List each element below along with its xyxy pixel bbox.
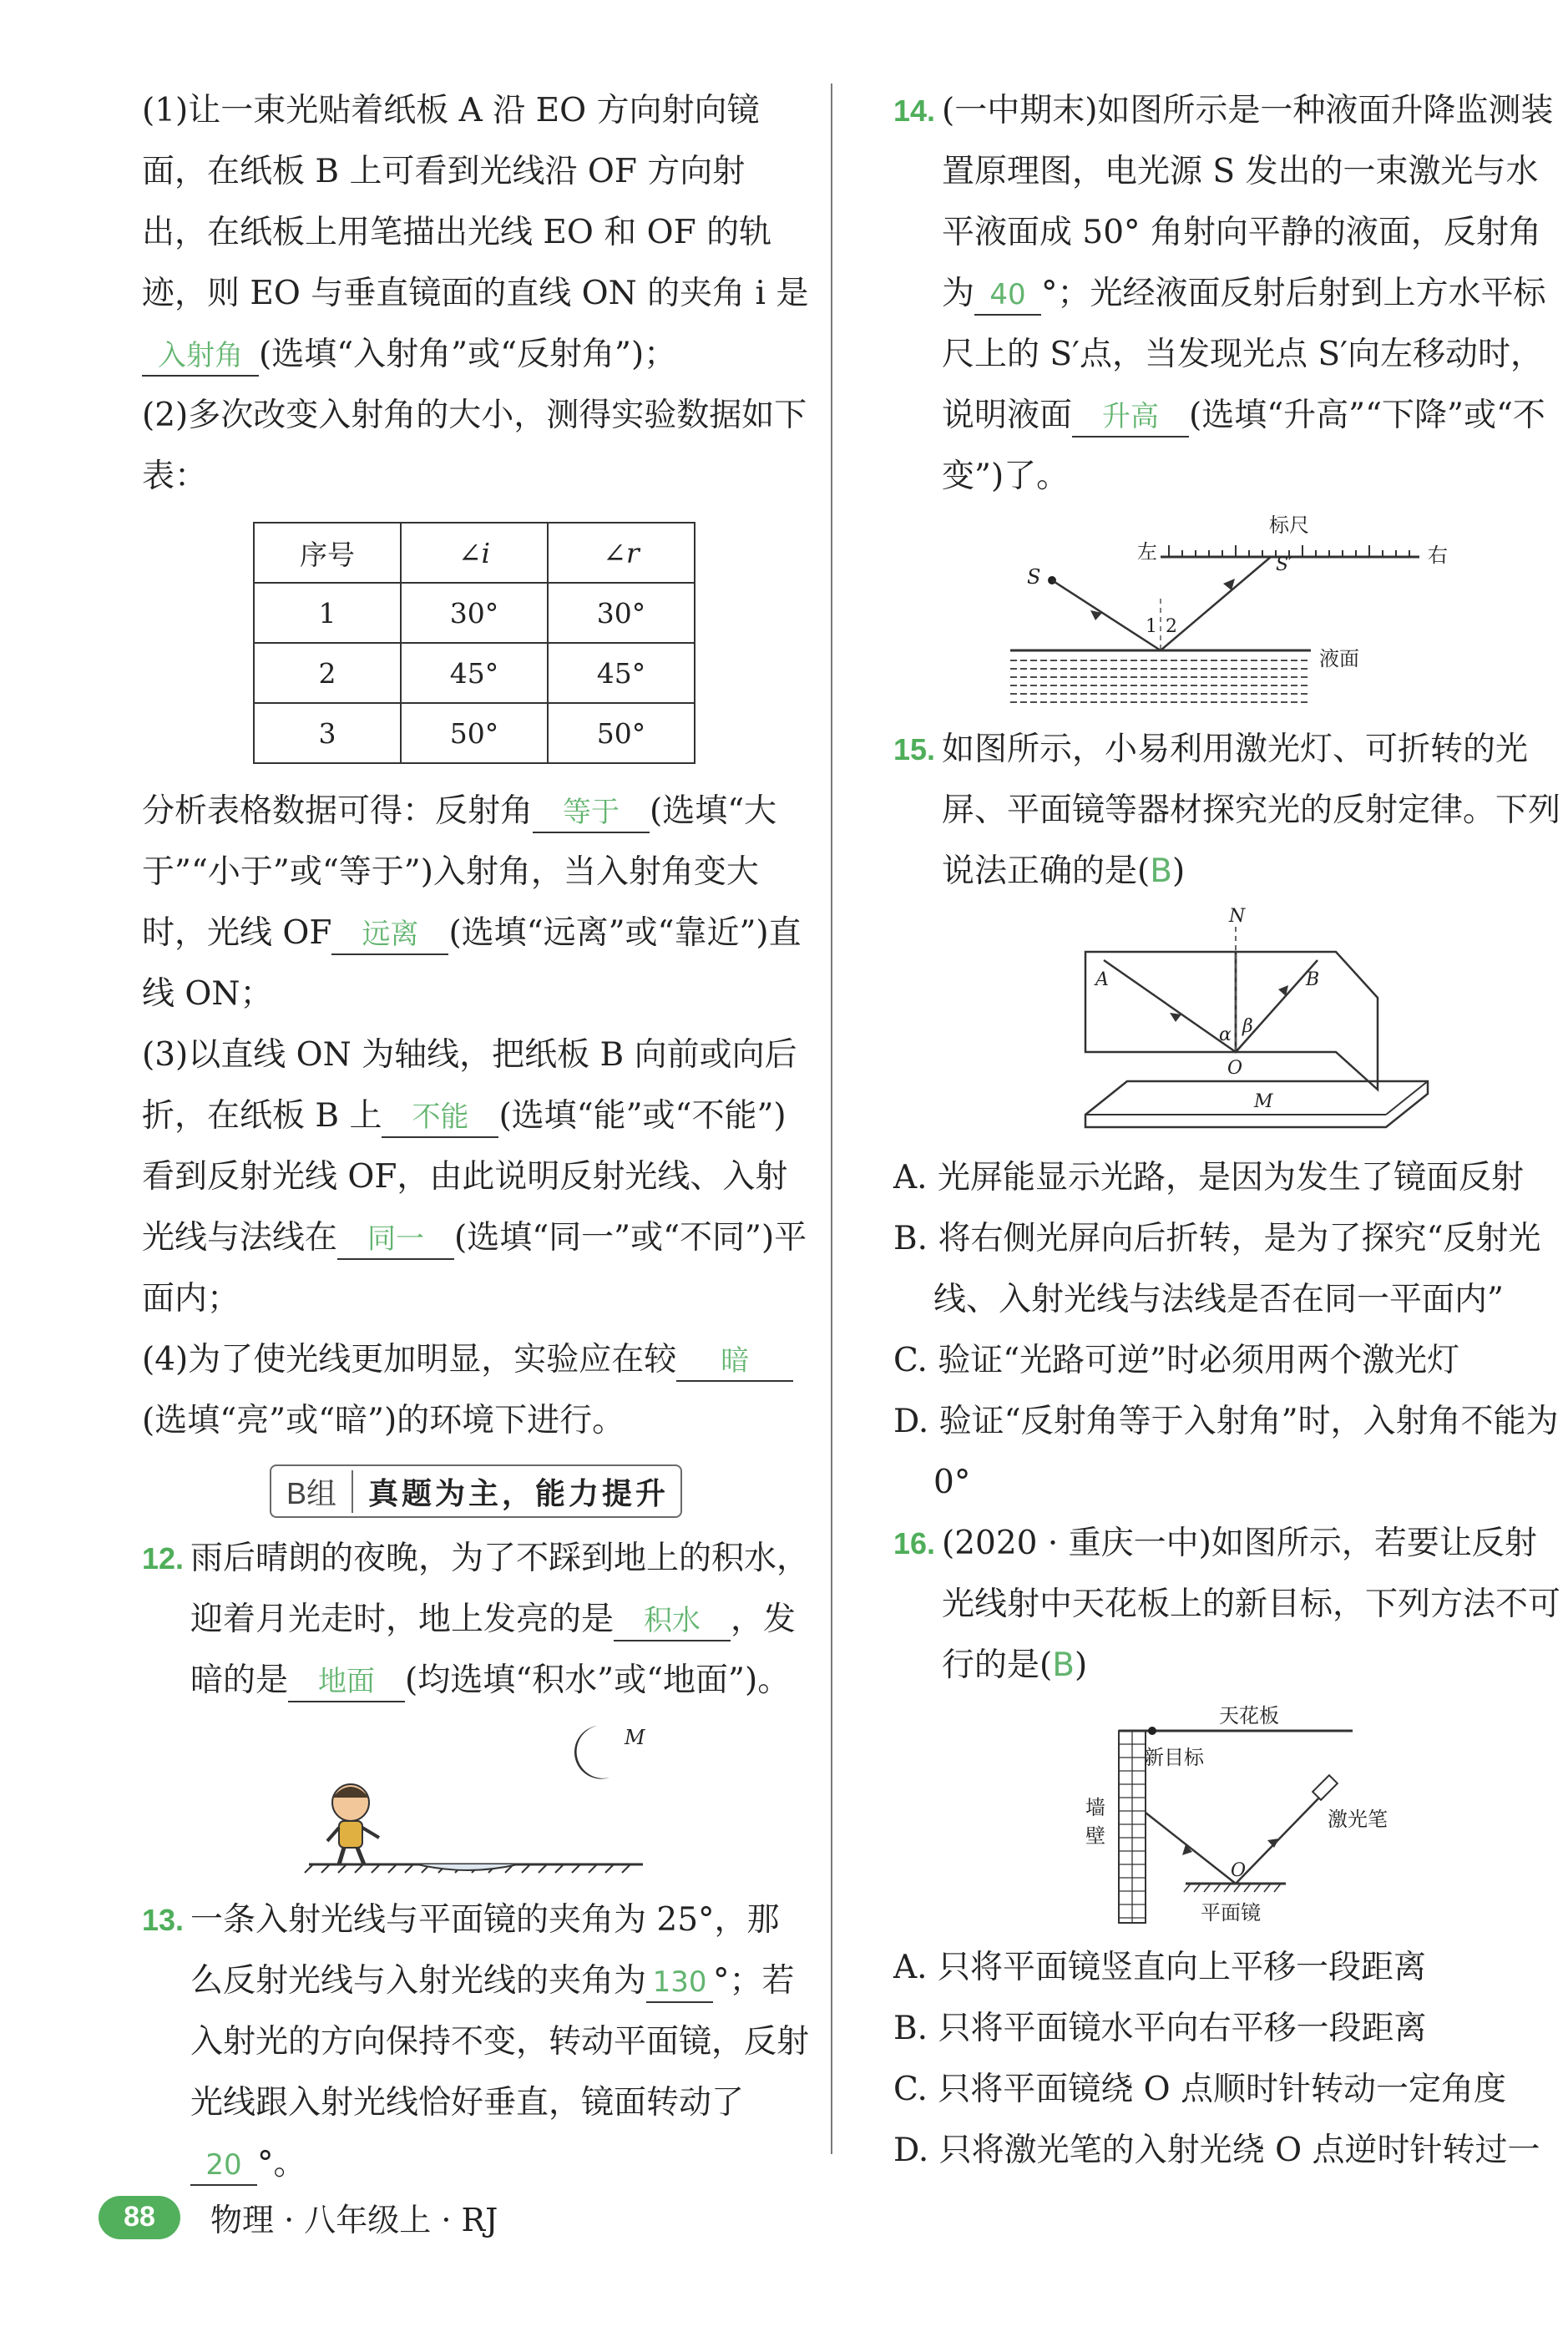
question-number: 16. bbox=[893, 1526, 936, 1560]
choice-c: C. 只将平面镜绕 O 点顺时针转动一定角度 bbox=[893, 2071, 1507, 2108]
answer-blank: 积水 bbox=[614, 1601, 731, 1641]
figure-light-screen bbox=[893, 902, 1561, 1144]
svg-text:S′: S′ bbox=[1276, 554, 1293, 575]
svg-text:B: B bbox=[1306, 969, 1320, 990]
answer-blank: 远离 bbox=[331, 915, 448, 955]
answer-blank: 不能 bbox=[382, 1098, 498, 1138]
table-header-row: 序号 ∠i ∠r bbox=[254, 523, 695, 583]
question-number: 13. bbox=[142, 1903, 185, 1937]
svg-text:N: N bbox=[1229, 906, 1246, 927]
puddle bbox=[417, 1864, 518, 1870]
svg-text:平面镜: 平面镜 bbox=[1201, 1901, 1261, 1925]
part-3: (3)以直线 ON 为轴线，把纸板 B 向前或向后折，在纸板 B 上 不能 (选填“能”或“不能”)看到反射光线 OF，由此说明反射光线、入射光线与法线在 同一 (选填“同一”或“不同”)平面内； bbox=[142, 1036, 807, 1318]
answer-choice: B bbox=[1052, 1646, 1075, 1684]
svg-text:A: A bbox=[1095, 969, 1109, 990]
right-column bbox=[893, 80, 1561, 2181]
liquid-surface bbox=[1010, 650, 1311, 702]
answer-blank: 地面 bbox=[288, 1662, 405, 1702]
choice-a: A. 光屏能显示光路，是因为发生了镜面反射 bbox=[893, 1159, 1524, 1196]
boy-figure bbox=[327, 1784, 379, 1864]
answer-blank: 20 bbox=[190, 2146, 257, 2186]
left-column bbox=[142, 80, 810, 2194]
reflected-ray bbox=[1146, 1813, 1236, 1884]
choice-c: C. 验证“光路可逆”时必须用两个激光灯 bbox=[893, 1342, 1460, 1379]
new-target bbox=[1148, 1727, 1156, 1735]
svg-text:β: β bbox=[1242, 1016, 1253, 1037]
svg-text:左: 左 bbox=[1137, 540, 1157, 564]
part-4: (4)为了使光线更加明显，实验应在较 暗(选填“亮”或“暗”)的环境下进行。 bbox=[142, 1329, 810, 1451]
section-tag: B组 真题为主，能力提升 bbox=[270, 1464, 682, 1518]
part-1: (1)让一束光贴着纸板 A 沿 EO 方向射向镜面，在纸板 B 上可看到光线沿 OF 方向射出，在纸板上用笔描出光线 EO 和 OF 的轨迹，则 EO 与垂直镜面的直线 ON 的夹角 i 是入射角 (选填“入射角”或“反射角”)； bbox=[142, 80, 810, 385]
svg-text:液面: 液面 bbox=[1319, 647, 1359, 670]
choice-b: B. 将右侧光屏向后折转，是为了探究“反射光线、入射光线与法线是否在同一平面内” bbox=[893, 1220, 1541, 1318]
svg-text:标尺: 标尺 bbox=[1269, 513, 1309, 537]
answer-blank: 同一 bbox=[337, 1220, 454, 1260]
question-12: 12. 雨后晴朗的夜晚，为了不踩到地上的积水，迎着月光走时，地上发亮的是 积水 ，发暗的是 地面 (均选填“积水”或“地面”)。 bbox=[190, 1528, 810, 1711]
svg-text:α: α bbox=[1219, 1024, 1232, 1045]
svg-text:壁: 壁 bbox=[1085, 1824, 1105, 1848]
svg-text:1: 1 bbox=[1146, 616, 1157, 637]
page-footer bbox=[99, 2194, 498, 2240]
svg-text:激光笔: 激光笔 bbox=[1328, 1808, 1388, 1831]
answer-blank: 暗 bbox=[676, 1342, 793, 1382]
incident-ray bbox=[1052, 580, 1161, 650]
svg-text:O: O bbox=[1227, 1058, 1243, 1079]
question-16: 16. (2020 · 重庆一中)如图所示，若要让反射光线射中天花板上的新目标，下列方法不可行的是(B) bbox=[942, 1513, 1561, 1696]
question-number: 14. bbox=[893, 94, 936, 128]
table-row: 1 30° 30° bbox=[254, 583, 695, 643]
table-row: 2 45° 45° bbox=[254, 643, 695, 703]
data-table bbox=[253, 522, 695, 764]
question-14: 14. (一中期末)如图所示是一种液面升降监测装置原理图，电光源 S 发出的一束激光与水平液面成 50° 角射向平静的液面，反射角为 40 °；光经液面反射后射到上方水平标尺上的 S′点，当发现光点 S′向左移动时，说明液面 升高 (选填“升高”“下降”或“不变”)了。 bbox=[942, 80, 1561, 507]
question-13: 13. 一条入射光线与平面镜的夹角为 25°，那么反射光线与入射光线的夹角为 130 °；若入射光的方向保持不变，转动平面镜，反射光线跟入射光线恰好垂直，镜面转动了20 °。 bbox=[190, 1889, 810, 2194]
choice-a: A. 只将平面镜竖直向上平移一段距离 bbox=[893, 1949, 1426, 1986]
page-number: 88 bbox=[99, 2196, 180, 2239]
question-number: 15. bbox=[893, 732, 936, 766]
part-2: (2)多次改变入射角的大小，测得实验数据如下表： bbox=[142, 397, 807, 495]
moon-icon bbox=[574, 1726, 609, 1779]
answer-blank: 等于 bbox=[533, 793, 650, 833]
svg-text:S: S bbox=[1027, 565, 1041, 589]
book-title: 物理 · 八年级上 · RJ bbox=[210, 2202, 498, 2238]
choice-d: D. 验证“反射角等于入射角”时，入射角不能为 0° bbox=[893, 1403, 1559, 1501]
svg-text:右: 右 bbox=[1428, 544, 1448, 567]
incident-ray bbox=[1104, 960, 1236, 1052]
answer-blank: 入射角 bbox=[142, 336, 259, 377]
answer-blank: 130 bbox=[646, 1963, 713, 2003]
answer-blank: 升高 bbox=[1072, 397, 1189, 438]
table-row: 3 50° 50° bbox=[254, 703, 695, 763]
svg-text:新目标: 新目标 bbox=[1144, 1746, 1204, 1769]
part-2-analysis: 分析表格数据可得：反射角 等于 (选填“大于”“小于”或“等于”)入射角，当入射角变大时，光线 OF 远离 (选填“远离”或“靠近”)直线 ON； bbox=[142, 792, 802, 1013]
svg-text:天花板: 天花板 bbox=[1219, 1704, 1279, 1727]
question-number: 12. bbox=[142, 1541, 185, 1576]
choice-d: D. 只将激光笔的入射光绕 O 点逆时针转过一 bbox=[893, 2132, 1540, 2169]
figure-liquid-level bbox=[893, 507, 1561, 716]
svg-text:M: M bbox=[1254, 1091, 1273, 1112]
figure-boy-moon bbox=[142, 1711, 810, 1886]
column-divider bbox=[831, 83, 832, 2154]
arrow-icon bbox=[1267, 1839, 1279, 1848]
answer-blank: 40 bbox=[974, 276, 1041, 316]
svg-text:M: M bbox=[625, 1726, 645, 1749]
svg-text:墙: 墙 bbox=[1085, 1796, 1105, 1819]
svg-text:2: 2 bbox=[1166, 616, 1177, 637]
laser-pen-icon bbox=[1313, 1775, 1338, 1800]
answer-choice: B bbox=[1150, 852, 1172, 890]
question-15: 15. 如图所示，小易利用激光灯、可折转的光屏、平面镜等器材探究光的反射定律。下列说法正确的是(B) bbox=[942, 719, 1561, 902]
figure-ceiling-target bbox=[893, 1696, 1561, 1934]
wall-grid bbox=[1119, 1731, 1146, 1923]
choice-b: B. 只将平面镜水平向右平移一段距离 bbox=[893, 2010, 1427, 2047]
svg-text:O: O bbox=[1231, 1860, 1247, 1881]
